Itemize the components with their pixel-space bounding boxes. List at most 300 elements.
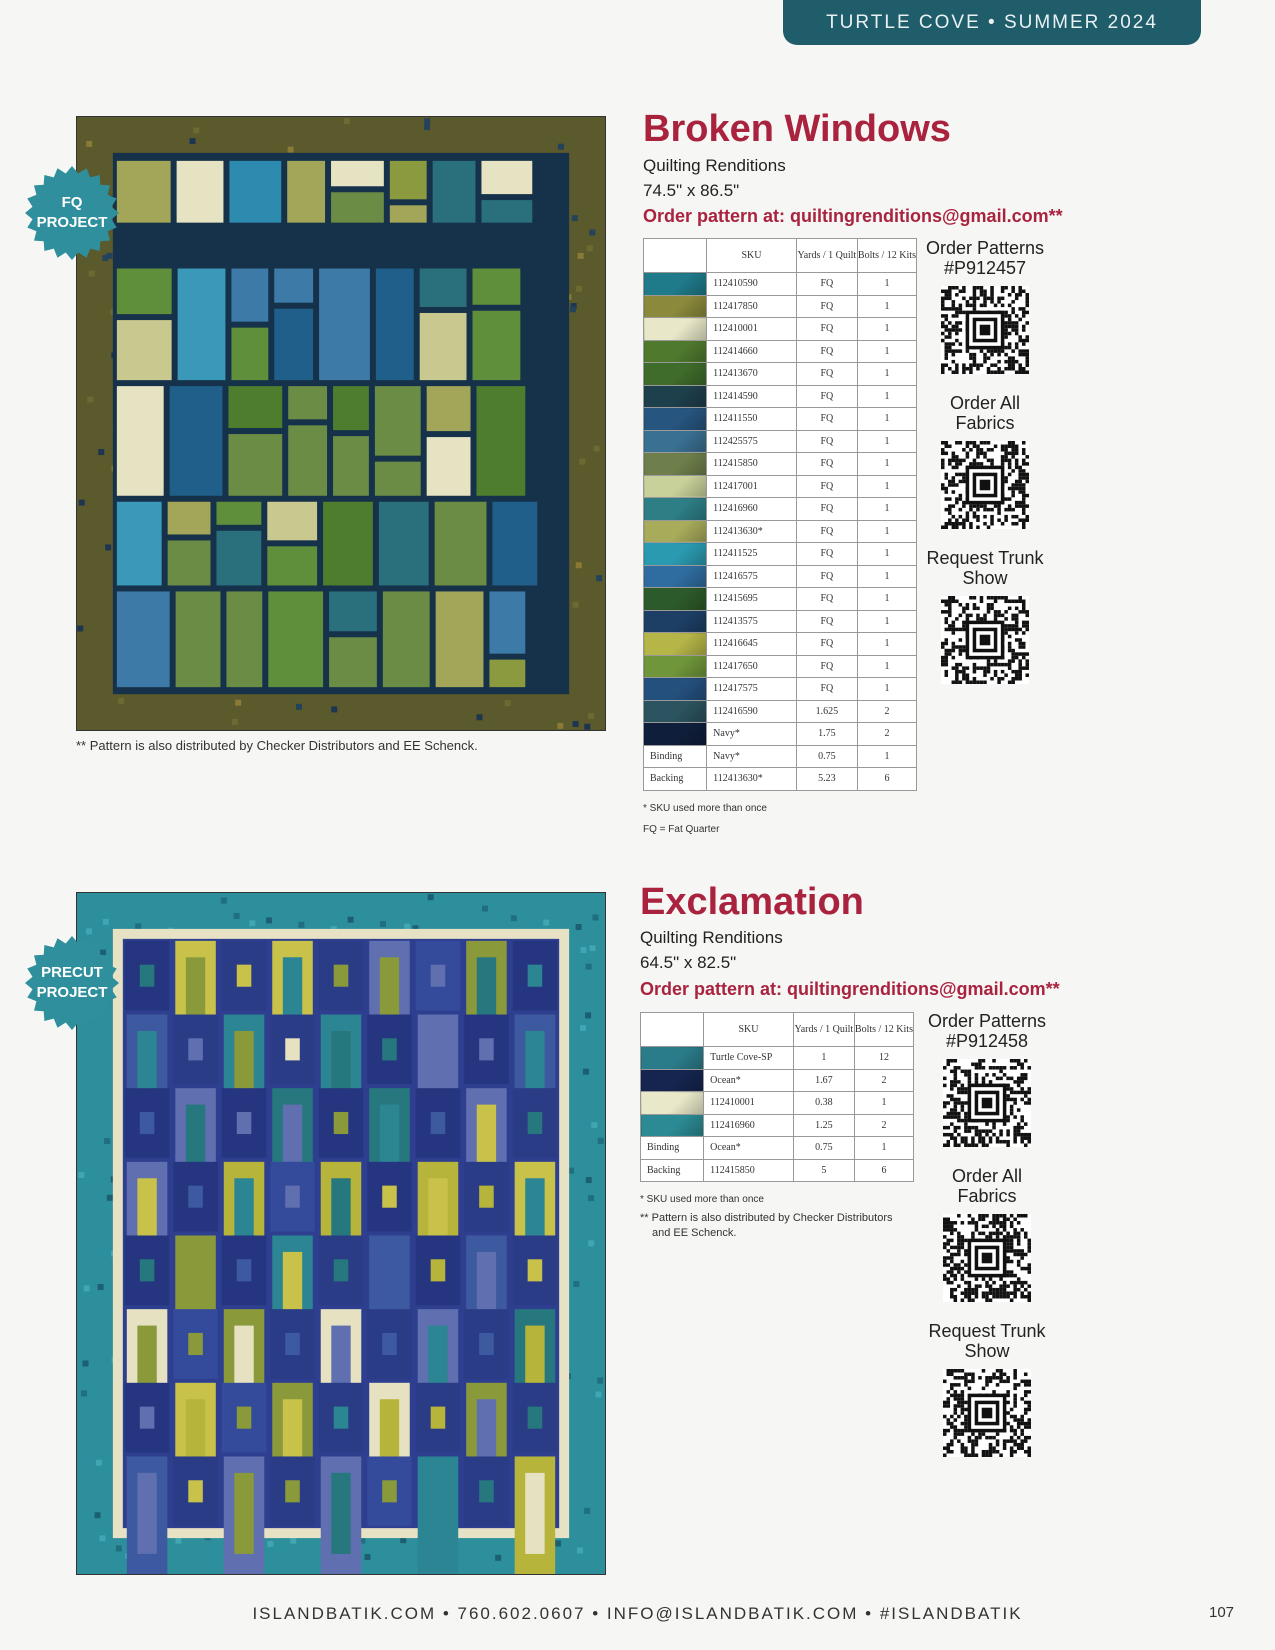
qr-module <box>1013 1274 1017 1278</box>
qr-module <box>992 1214 996 1218</box>
qr-module <box>971 1288 975 1292</box>
qr-module <box>1006 1094 1010 1098</box>
qr-module <box>975 1284 979 1288</box>
qr-code-icon[interactable] <box>943 1059 1031 1147</box>
qr-module <box>1006 1376 1010 1380</box>
qr-module <box>1013 1387 1017 1391</box>
cell-bolts: 1 <box>857 588 916 611</box>
qr-module <box>943 1415 947 1419</box>
qr-module <box>1006 1232 1010 1236</box>
qr-module <box>961 1443 965 1447</box>
qr-module <box>1017 1122 1021 1126</box>
qr-module <box>1006 1239 1010 1243</box>
qr-module <box>996 1228 1000 1232</box>
qr-module <box>1027 1295 1031 1299</box>
qr-module <box>947 1397 951 1401</box>
qr-module <box>943 1277 947 1281</box>
qr-module <box>964 1136 968 1140</box>
cell-bolts: 1 <box>857 565 916 588</box>
qr-module <box>1010 1108 1014 1112</box>
cell-bolts: 12 <box>854 1047 913 1070</box>
row-label: Binding <box>644 745 707 768</box>
qr-module <box>975 1066 979 1070</box>
border-print <box>98 1284 104 1290</box>
footnote-sku: * SKU used more than once <box>643 803 767 814</box>
qr-module <box>1010 1225 1014 1229</box>
qr-module <box>947 1094 951 1098</box>
qr-module <box>999 1369 1003 1373</box>
qr-module <box>1006 1390 1010 1394</box>
qr-module <box>1024 1077 1028 1081</box>
order-pattern-link[interactable]: Order pattern at: quiltingrenditions@gmail.com** <box>640 979 1060 999</box>
qr-module <box>961 1394 965 1398</box>
qr-module <box>954 1140 958 1144</box>
qr-module <box>943 1126 947 1130</box>
qr-module <box>947 1143 951 1147</box>
qr-module <box>1013 1295 1017 1299</box>
qr-module <box>961 1401 965 1405</box>
qr-module <box>1020 1291 1024 1295</box>
qr-module <box>1020 1284 1024 1288</box>
qr-module <box>1006 1422 1010 1426</box>
qr-module <box>961 1087 965 1091</box>
qr-module <box>996 1232 1000 1236</box>
qr-module <box>961 1260 965 1264</box>
qr-module <box>968 1288 972 1292</box>
qr-module <box>1027 1270 1031 1274</box>
border-print <box>175 1538 181 1544</box>
cell-sku: 112417575 <box>707 678 797 701</box>
border-print <box>511 915 517 921</box>
qr-module <box>1010 1091 1014 1095</box>
cell-bolts: 1 <box>857 745 916 768</box>
qr-module <box>1027 1446 1031 1450</box>
table-row <box>641 1047 914 1070</box>
cell-sku: 112410590 <box>707 273 797 296</box>
qr-module <box>943 1077 947 1081</box>
cell-sku: 112413630* <box>707 768 797 791</box>
border-print <box>86 928 92 934</box>
qr-module <box>1013 1450 1017 1454</box>
qr-module <box>954 1115 958 1119</box>
column-header-sku: SKU <box>707 239 797 273</box>
cell-sku: 112415850 <box>704 1159 794 1182</box>
qr-module <box>978 1066 982 1070</box>
qr-module <box>989 1453 993 1457</box>
qr-module <box>971 1432 975 1436</box>
qr-module <box>985 1453 989 1457</box>
qr-module <box>968 1291 972 1295</box>
qr-module <box>954 1098 958 1102</box>
qr-module <box>1024 1143 1028 1147</box>
qr-module <box>989 1080 993 1084</box>
qr-module <box>961 1274 965 1278</box>
qr-module <box>961 1136 965 1140</box>
qr-module <box>1020 1119 1024 1123</box>
qr-module <box>1024 1422 1028 1426</box>
qr-module <box>1027 1239 1031 1243</box>
table-header-row <box>641 1013 914 1047</box>
qr-module <box>1024 1281 1028 1285</box>
qr-module <box>947 1225 951 1229</box>
qr-module <box>1027 1133 1031 1137</box>
qr-module <box>943 1105 947 1109</box>
cell-bolts: 2 <box>854 1069 913 1092</box>
quilt-dot <box>237 1259 252 1281</box>
cell-sku: 112415695 <box>707 588 797 611</box>
qr-module <box>1013 1373 1017 1377</box>
border-print <box>592 914 598 920</box>
qr-module <box>947 1369 951 1373</box>
qr-module <box>964 1101 968 1105</box>
qr-module <box>964 1373 968 1377</box>
qr-module <box>943 1225 947 1229</box>
qr-module <box>964 1281 968 1285</box>
qr-module <box>1027 1298 1031 1302</box>
cell-bolts: 2 <box>854 1114 913 1137</box>
qr-module <box>971 1376 975 1380</box>
qr-module <box>1013 1059 1017 1063</box>
qr-module <box>957 1235 961 1239</box>
qr-module <box>999 1225 1003 1229</box>
qr-module <box>1010 1450 1014 1454</box>
qr-order-all-fabrics[interactable] <box>922 1166 1052 1302</box>
qr-module <box>1027 1087 1031 1091</box>
qr-module <box>992 1218 996 1222</box>
qr-module <box>964 1126 968 1130</box>
cell-bolts: 1 <box>857 678 916 701</box>
qr-module <box>1017 1235 1021 1239</box>
qr-module <box>961 1404 965 1408</box>
qr-module <box>1013 1415 1017 1419</box>
qr-module <box>982 1450 986 1454</box>
qr-module <box>1006 1115 1010 1119</box>
cell-sku: 112416645 <box>707 633 797 656</box>
border-print <box>84 1285 90 1291</box>
qr-module <box>943 1263 947 1267</box>
qr-module <box>954 1404 958 1408</box>
qr-module <box>971 1218 975 1222</box>
qr-module <box>999 1214 1003 1218</box>
qr-module <box>957 1214 961 1218</box>
qr-module <box>950 1080 954 1084</box>
quilt-dot <box>285 1038 300 1060</box>
qr-module <box>943 1432 947 1436</box>
qr-module <box>1010 1281 1014 1285</box>
qr-module <box>947 1228 951 1232</box>
quilt-dot <box>188 1186 203 1208</box>
qr-module <box>961 1140 965 1144</box>
qr-module <box>999 1291 1003 1295</box>
qr-module <box>950 1084 954 1088</box>
qr-module <box>971 1380 975 1384</box>
qr-module <box>1024 1425 1028 1429</box>
qr-code-icon[interactable] <box>943 1369 1031 1457</box>
qr-module <box>1020 1267 1024 1271</box>
qr-module <box>954 1221 958 1225</box>
qr-module <box>954 1436 958 1440</box>
row-label: Backing <box>641 1159 704 1182</box>
qr-module <box>1024 1373 1028 1377</box>
qr-module <box>989 1284 993 1288</box>
border-print <box>482 906 488 912</box>
cell-yards: 0.38 <box>793 1092 854 1115</box>
cell-bolts: 1 <box>857 543 916 566</box>
qr-module <box>1024 1133 1028 1137</box>
qr-module <box>954 1108 958 1112</box>
qr-module <box>954 1267 958 1271</box>
qr-module <box>1006 1401 1010 1405</box>
qr-label: Order All Fabrics <box>949 393 1021 433</box>
qr-module <box>1010 1066 1014 1070</box>
quilt-exclamation-inner <box>137 1473 156 1554</box>
qr-module <box>947 1126 951 1130</box>
qr-module <box>982 1453 986 1457</box>
cell-sku: 112410001 <box>704 1092 794 1115</box>
qr-module <box>961 1108 965 1112</box>
qr-module <box>1006 1218 1010 1222</box>
qr-module <box>957 1383 961 1387</box>
qr-module <box>964 1429 968 1433</box>
cell-bolts: 1 <box>857 655 916 678</box>
footnote-fq: FQ = Fat Quarter <box>643 824 720 835</box>
qr-module <box>957 1401 961 1405</box>
qr-module <box>982 1080 986 1084</box>
qr-module <box>1013 1253 1017 1257</box>
qr-module <box>957 1246 961 1250</box>
quilt-dot <box>528 1407 543 1429</box>
qr-module <box>1020 1432 1024 1436</box>
qr-request-trunk-show[interactable] <box>922 1321 1052 1457</box>
qr-module <box>985 1073 989 1077</box>
qr-module <box>1017 1418 1021 1422</box>
qr-module <box>1013 1439 1017 1443</box>
qr-module <box>999 1066 1003 1070</box>
qr-module <box>1006 1098 1010 1102</box>
qr-module <box>947 1418 951 1422</box>
qr-module <box>954 1432 958 1436</box>
qr-module <box>950 1136 954 1140</box>
qr-module <box>975 1277 979 1281</box>
qr-module <box>1003 1218 1007 1222</box>
qr-module <box>947 1218 951 1222</box>
qr-module <box>1013 1418 1017 1422</box>
qr-module <box>1020 1439 1024 1443</box>
qr-module <box>950 1415 954 1419</box>
cell-yards: FQ <box>796 655 857 678</box>
qr-module <box>950 1221 954 1225</box>
qr-module <box>992 1122 996 1126</box>
cell-bolts: 1 <box>854 1092 913 1115</box>
qr-module <box>1006 1394 1010 1398</box>
qr-module <box>954 1429 958 1433</box>
qr-module <box>1017 1214 1021 1218</box>
qr-module <box>989 1376 993 1380</box>
qr-module <box>964 1115 968 1119</box>
qr-module <box>971 1298 975 1302</box>
quilt-dot <box>334 1112 349 1134</box>
qr-module <box>964 1288 968 1292</box>
qr-module <box>1017 1425 1021 1429</box>
qr-module <box>950 1383 954 1387</box>
qr-module <box>964 1401 968 1405</box>
quilt-dot <box>479 1333 494 1355</box>
qr-module <box>961 1390 965 1394</box>
qr-module <box>964 1122 968 1126</box>
border-print <box>595 1392 601 1398</box>
qr-module <box>996 1221 1000 1225</box>
cell-yards: 5 <box>793 1159 854 1182</box>
qr-module <box>950 1260 954 1264</box>
qr-module <box>964 1418 968 1422</box>
qr-module <box>968 1221 972 1225</box>
cell-bolts: 1 <box>857 633 916 656</box>
qr-module <box>978 1376 982 1380</box>
qr-module <box>971 1221 975 1225</box>
column-header-bolts: Bolts / 12 Kits <box>854 1013 913 1047</box>
qr-module <box>950 1439 954 1443</box>
qr-module <box>985 1235 989 1239</box>
qr-module <box>968 1373 972 1377</box>
qr-module <box>954 1253 958 1257</box>
qr-module <box>957 1404 961 1408</box>
qr-module <box>961 1450 965 1454</box>
qr-module <box>971 1450 975 1454</box>
qr-module <box>1010 1221 1014 1225</box>
qr-module <box>961 1369 965 1373</box>
qr-module <box>1020 1115 1024 1119</box>
order-pattern-link[interactable]: Order pattern at: quiltingrenditions@gmail.com** <box>643 206 1063 226</box>
qr-module <box>954 1274 958 1278</box>
qr-module <box>954 1084 958 1088</box>
qr-module <box>954 1397 958 1401</box>
qr-module <box>950 1253 954 1257</box>
qr-module <box>971 1446 975 1450</box>
row-label: Backing <box>644 768 707 791</box>
qr-module <box>954 1228 958 1232</box>
qr-module <box>964 1383 968 1387</box>
qr-label: Order Patterns #P912458 <box>927 1011 1047 1051</box>
qr-module <box>1027 1436 1031 1440</box>
qr-module <box>1017 1383 1021 1387</box>
qr-module <box>1027 1383 1031 1387</box>
quilt-dot <box>479 1480 494 1502</box>
qr-module <box>989 1288 993 1292</box>
badge-line-2: PROJECT <box>36 214 108 231</box>
cell-sku: 112417001 <box>707 475 797 498</box>
qr-module <box>1006 1143 1010 1147</box>
border-print <box>428 894 434 900</box>
qr-module <box>943 1133 947 1137</box>
cell-bolts: 1 <box>857 610 916 633</box>
qr-module <box>954 1126 958 1130</box>
cell-bolts: 1 <box>857 475 916 498</box>
qr-module <box>978 1218 982 1222</box>
qr-module <box>1027 1242 1031 1246</box>
qr-module <box>1013 1126 1017 1130</box>
qr-module <box>968 1387 972 1391</box>
quilt-dot <box>188 1333 203 1355</box>
qr-module <box>947 1115 951 1119</box>
qr-module <box>1027 1291 1031 1295</box>
qr-module <box>992 1066 996 1070</box>
cell-sku: 112413670 <box>707 363 797 386</box>
qr-module <box>950 1274 954 1278</box>
qr-module <box>975 1143 979 1147</box>
qr-module <box>954 1143 958 1147</box>
qr-module <box>1024 1101 1028 1105</box>
qr-module <box>982 1066 986 1070</box>
quilt-dot <box>479 1038 494 1060</box>
qr-module <box>1010 1235 1014 1239</box>
qr-module <box>985 1129 989 1133</box>
qr-module <box>975 1077 979 1081</box>
qr-module <box>964 1249 968 1253</box>
qr-module <box>1020 1098 1024 1102</box>
qr-module <box>950 1288 954 1292</box>
qr-code-icon[interactable] <box>943 1214 1031 1302</box>
cell-sku: 112411525 <box>707 543 797 566</box>
border-print <box>380 921 386 927</box>
qr-module <box>943 1242 947 1246</box>
cell-bolts: 1 <box>857 520 916 543</box>
quilt-dot <box>382 1038 397 1060</box>
qr-module <box>1024 1439 1028 1443</box>
qr-module <box>950 1394 954 1398</box>
cell-sku: 112416960 <box>704 1114 794 1137</box>
qr-module <box>1020 1077 1024 1081</box>
qr-module <box>1024 1122 1028 1126</box>
qr-module <box>947 1401 951 1405</box>
qr-module <box>978 1136 982 1140</box>
qr-module <box>1003 1281 1007 1285</box>
qr-module <box>947 1101 951 1105</box>
cell-sku: Navy* <box>707 745 797 768</box>
cell-sku: Navy* <box>707 723 797 746</box>
qr-module <box>964 1415 968 1419</box>
qr-module <box>1020 1429 1024 1433</box>
qr-module <box>982 1232 986 1236</box>
qr-label: Request Trunk Show <box>928 1321 1046 1361</box>
badge-line-1: FQ <box>61 194 83 211</box>
qr-module <box>968 1143 972 1147</box>
quilt-dot <box>334 965 349 987</box>
qr-module <box>950 1291 954 1295</box>
cell-yards: FQ <box>796 610 857 633</box>
quilt-dot <box>237 1407 252 1429</box>
cell-bolts: 1 <box>857 430 916 453</box>
qr-module <box>950 1422 954 1426</box>
qr-module <box>943 1115 947 1119</box>
qr-module <box>1027 1140 1031 1144</box>
qr-module <box>947 1059 951 1063</box>
qr-finder <box>982 1098 993 1109</box>
qr-module <box>1027 1101 1031 1105</box>
qr-order-patterns[interactable] <box>922 1011 1052 1147</box>
quilt-dot <box>382 1186 397 1208</box>
qr-module <box>943 1429 947 1433</box>
border-print <box>586 964 592 970</box>
border-print <box>585 1012 591 1018</box>
qr-module <box>961 1411 965 1415</box>
qr-module <box>947 1221 951 1225</box>
qr-module <box>971 1143 975 1147</box>
quilt-exclamation-inner <box>525 1473 544 1554</box>
qr-module <box>999 1376 1003 1380</box>
column-header-swatch <box>641 1013 704 1047</box>
qr-module <box>985 1436 989 1440</box>
qr-module <box>1010 1112 1014 1116</box>
